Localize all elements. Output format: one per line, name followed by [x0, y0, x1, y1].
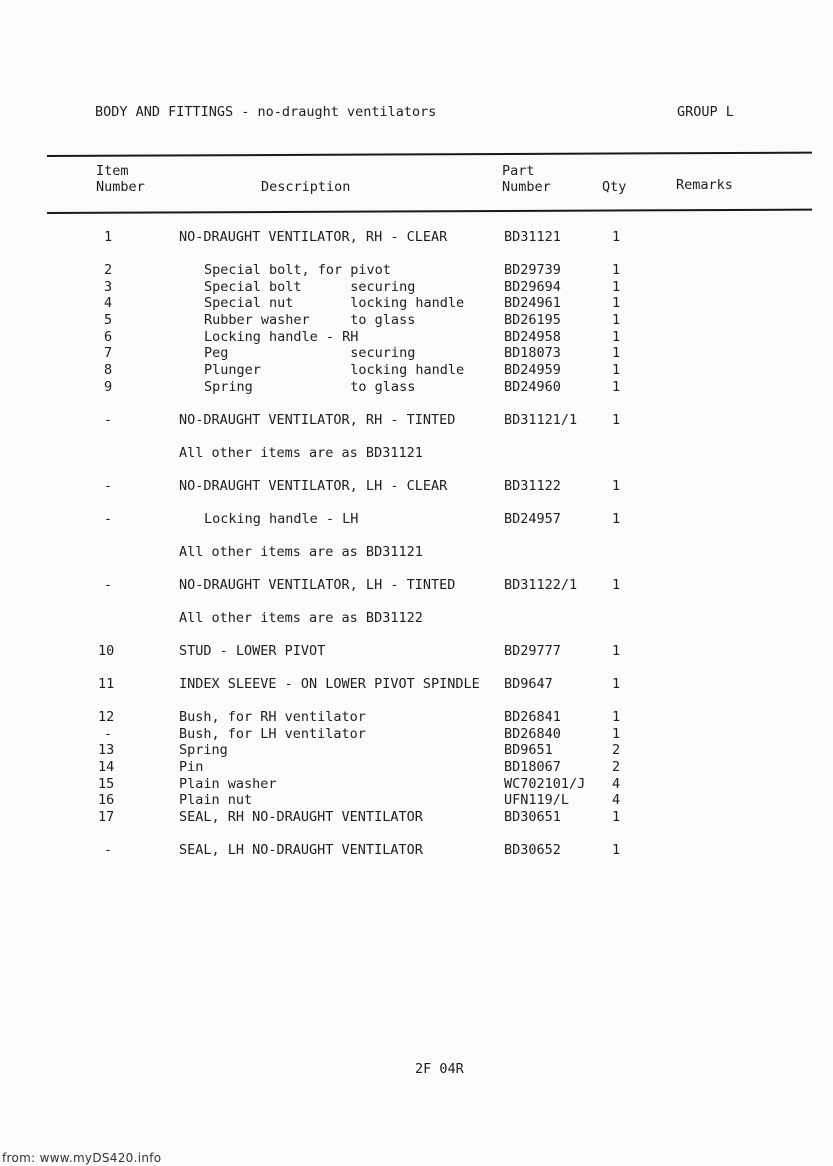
- part-description: Plain washer: [179, 776, 277, 792]
- col-header-item-2: Number: [96, 179, 145, 195]
- item-number: -: [104, 478, 113, 494]
- part-description: Pin: [179, 759, 204, 775]
- part-number: BD29694: [504, 279, 561, 295]
- quantity: 2: [612, 759, 621, 775]
- part-number: BD24959: [504, 362, 561, 378]
- quantity: 1: [612, 577, 621, 593]
- item-number: 17: [98, 809, 115, 825]
- part-number: UFN119/L: [504, 792, 570, 808]
- part-description: Special bolt securing: [204, 279, 416, 295]
- quantity: 4: [612, 776, 621, 792]
- quantity: 1: [612, 262, 621, 278]
- col-header-item-1: Item: [96, 163, 129, 179]
- item-number: 1: [104, 229, 113, 245]
- quantity: 1: [612, 279, 621, 295]
- part-description: Special nut locking handle: [204, 295, 465, 311]
- part-description: Plain nut: [179, 792, 253, 808]
- part-description: INDEX SLEEVE - ON LOWER PIVOT SPINDLE: [179, 676, 480, 692]
- item-number: 2: [104, 262, 113, 278]
- part-description: NO-DRAUGHT VENTILATOR, RH - TINTED: [179, 412, 456, 428]
- part-number: BD26841: [504, 709, 561, 725]
- part-description: Plunger locking handle: [204, 362, 465, 378]
- group-label: GROUP L: [677, 104, 734, 120]
- part-number: BD26195: [504, 312, 561, 328]
- item-number: 16: [98, 792, 115, 808]
- quantity: 1: [612, 312, 621, 328]
- item-number: 10: [98, 643, 115, 659]
- item-number: 14: [98, 759, 115, 775]
- part-number: WC702101/J: [504, 776, 586, 792]
- item-number: 8: [104, 362, 113, 378]
- part-description: Bush, for LH ventilator: [179, 726, 366, 742]
- quantity: 1: [612, 478, 621, 494]
- quantity: 1: [612, 842, 621, 858]
- page-reference: 2F 04R: [415, 1061, 464, 1077]
- quantity: 1: [612, 412, 621, 428]
- part-description: Locking handle - LH: [204, 511, 359, 527]
- quantity: 1: [612, 295, 621, 311]
- item-number: -: [104, 577, 113, 593]
- part-number: BD24957: [504, 511, 561, 527]
- quantity: 2: [612, 742, 621, 758]
- part-number: BD31121: [504, 229, 561, 245]
- part-number: BD18067: [504, 759, 561, 775]
- col-header-part-1: Part: [502, 163, 535, 179]
- part-description: NO-DRAUGHT VENTILATOR, RH - CLEAR: [179, 229, 448, 245]
- col-header-remarks: Remarks: [676, 177, 733, 193]
- item-number: -: [104, 842, 113, 858]
- part-number: BD24961: [504, 295, 561, 311]
- part-number: BD30652: [504, 842, 561, 858]
- part-description: SEAL, RH NO-DRAUGHT VENTILATOR: [179, 809, 423, 825]
- part-description: Rubber washer to glass: [204, 312, 416, 328]
- part-number: BD30651: [504, 809, 561, 825]
- part-description: All other items are as BD31121: [179, 544, 423, 560]
- quantity: 1: [612, 329, 621, 345]
- quantity: 1: [612, 345, 621, 361]
- item-number: -: [104, 726, 113, 742]
- item-number: 11: [98, 676, 115, 692]
- part-description: Special bolt, for pivot: [204, 262, 391, 278]
- quantity: 1: [612, 726, 621, 742]
- part-description: NO-DRAUGHT VENTILATOR, LH - TINTED: [179, 577, 456, 593]
- item-number: 5: [104, 312, 113, 328]
- col-header-part-2: Number: [502, 179, 551, 195]
- part-description: Peg securing: [204, 345, 416, 361]
- page-title: BODY AND FITTINGS - no-draught ventilators: [95, 104, 437, 120]
- part-number: BD9647: [504, 676, 553, 692]
- part-description: STUD - LOWER PIVOT: [179, 643, 326, 659]
- part-number: BD29739: [504, 262, 561, 278]
- quantity: 1: [612, 229, 621, 245]
- item-number: 12: [98, 709, 115, 725]
- part-number: BD31122: [504, 478, 561, 494]
- quantity: 4: [612, 792, 621, 808]
- quantity: 1: [612, 709, 621, 725]
- quantity: 1: [612, 643, 621, 659]
- part-description: Spring to glass: [204, 379, 416, 395]
- part-description: Bush, for RH ventilator: [179, 709, 366, 725]
- item-number: 15: [98, 776, 115, 792]
- part-description: SEAL, LH NO-DRAUGHT VENTILATOR: [179, 842, 423, 858]
- col-header-description: Description: [261, 179, 351, 195]
- item-number: -: [104, 412, 113, 428]
- item-number: 4: [104, 295, 113, 311]
- quantity: 1: [612, 511, 621, 527]
- part-description: Locking handle - RH: [204, 329, 359, 345]
- part-number: BD26840: [504, 726, 561, 742]
- item-number: 7: [104, 345, 113, 361]
- header-bottom-rule: [47, 209, 812, 214]
- part-number: BD24960: [504, 379, 561, 395]
- quantity: 1: [612, 809, 621, 825]
- item-number: 9: [104, 379, 113, 395]
- header-top-rule: [47, 152, 812, 157]
- part-number: BD24958: [504, 329, 561, 345]
- col-header-qty: Qty: [602, 179, 627, 195]
- part-number: BD31122/1: [504, 577, 578, 593]
- part-description: Spring: [179, 742, 228, 758]
- part-number: BD31121/1: [504, 412, 578, 428]
- part-number: BD9651: [504, 742, 553, 758]
- footer-url: from: www.myDS420.info: [2, 1151, 162, 1165]
- part-number: BD29777: [504, 643, 561, 659]
- quantity: 1: [612, 379, 621, 395]
- item-number: 6: [104, 329, 113, 345]
- part-description: All other items are as BD31122: [179, 610, 423, 626]
- quantity: 1: [612, 676, 621, 692]
- item-number: -: [104, 511, 113, 527]
- part-description: NO-DRAUGHT VENTILATOR, LH - CLEAR: [179, 478, 448, 494]
- quantity: 1: [612, 362, 621, 378]
- item-number: 13: [98, 742, 115, 758]
- part-description: All other items are as BD31121: [179, 445, 423, 461]
- item-number: 3: [104, 279, 113, 295]
- part-number: BD18073: [504, 345, 561, 361]
